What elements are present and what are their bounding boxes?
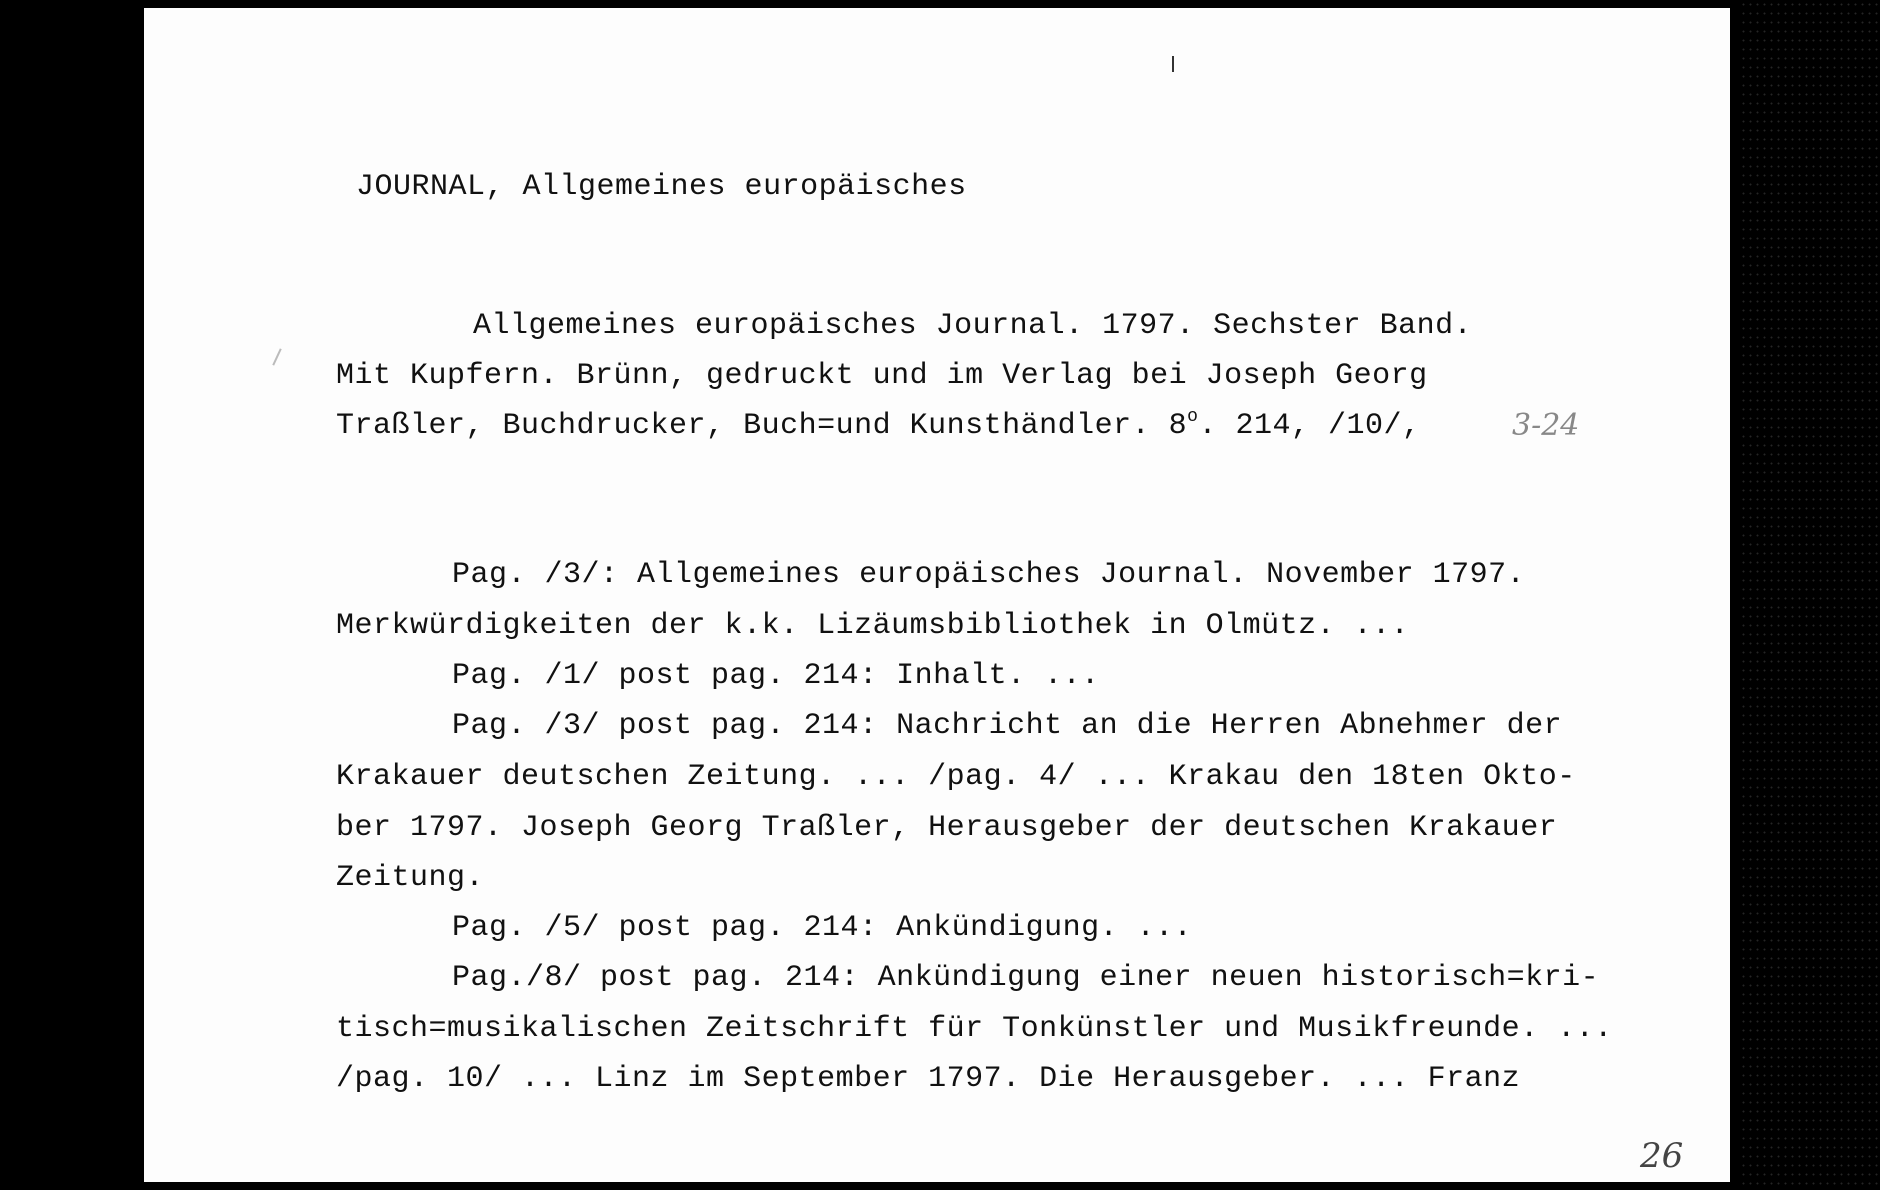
scan-edge-noise bbox=[1740, 0, 1880, 1190]
entry-line: Pag. /3/ post pag. 214: Nachricht an die Herren Abnehmer der bbox=[452, 709, 1563, 743]
entry-line: Krakauer deutschen Zeitung. ... /pag. 4/ ... Krakau den 18ten Okto- bbox=[336, 760, 1576, 794]
title-line-1: Allgemeines europäisches Journal. 1797. Sechster Band. bbox=[473, 309, 1473, 343]
entry-line: ber 1797. Joseph Georg Traßler, Herausgeber der deutschen Krakauer bbox=[336, 811, 1558, 845]
octavo-superscript: o bbox=[1187, 407, 1199, 427]
pencil-tick-mark bbox=[1172, 56, 1174, 72]
entry-line: Merkwürdigkeiten der k.k. Lizäumsbibliothek in Olmütz. ... bbox=[336, 609, 1410, 643]
entry-line: Zeitung. bbox=[336, 861, 485, 895]
entry-line: tisch=musikalischen Zeitschrift für Tonkünstler und Musikfreunde. ... bbox=[336, 1012, 1613, 1046]
entry-line: /pag. 10/ ... Linz im September 1797. Die Herausgeber. ... Franz bbox=[336, 1062, 1521, 1096]
title-line-3-main: Traßler, Buchdrucker, Buch=und Kunsthändler. 8 bbox=[336, 409, 1188, 443]
title-line-2: Mit Kupfern. Brünn, gedruckt und im Verlag bei Joseph Georg bbox=[336, 359, 1428, 393]
entry-line: Pag. /1/ post pag. 214: Inhalt. ... bbox=[452, 659, 1100, 693]
title-line-3 bbox=[336, 407, 1421, 443]
catalog-card bbox=[144, 8, 1730, 1182]
page-number: 26 bbox=[1640, 1136, 1684, 1176]
entry-line: Pag. /3/: Allgemeines europäisches Journal. November 1797. bbox=[452, 558, 1526, 592]
card-heading: JOURNAL, Allgemeines europäisches bbox=[356, 170, 967, 204]
entry-line: Pag./8/ post pag. 214: Ankündigung einer neuen historisch=kri- bbox=[452, 961, 1600, 995]
pencil-stroke-mark bbox=[272, 348, 281, 365]
entry-line: Pag. /5/ post pag. 214: Ankündigung. ... bbox=[452, 911, 1193, 945]
title-line-3-tail: . 214, /10/, bbox=[1198, 409, 1421, 443]
pencil-note: 3-24 bbox=[1512, 408, 1580, 443]
